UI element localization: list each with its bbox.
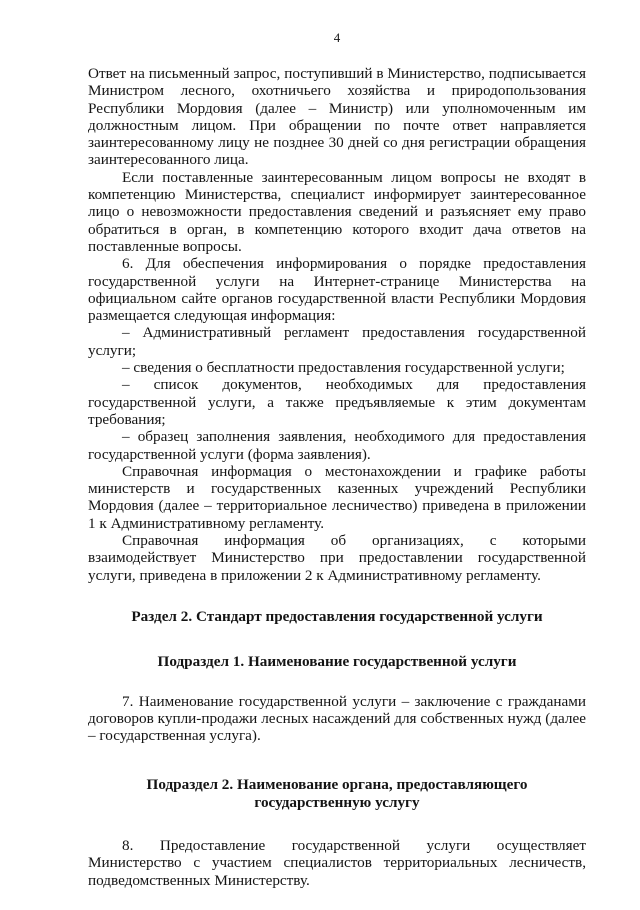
paragraph-written-reply: Ответ на письменный запрос, поступивший в Министерство, подписывается Министром лесного, охотничьего хозяйства и природопользования Республики Мордовия (далее – Министр) или уполномоченным им должностным лицом. При обращении по почте ответ направляется заинтересованному лицу не позднее 30 дней со дня регистрации обращения заинтересованного лица. — [88, 65, 586, 169]
list-item-sample-form: – образец заполнения заявления, необходимого для предоставления государственной услуги (форма заявления). — [88, 428, 586, 463]
subsection-1-heading: Подраздел 1. Наименование государственной услуги — [157, 653, 517, 671]
list-item-documents: – список документов, необходимых для предоставления государственной услуги, а также предъявляемые к этим документам требования; — [88, 376, 586, 428]
paragraph-item-8: 8. Предоставление государственной услуги осуществляет Министерство с участием специалистов территориальных лесничеств, подведомственных Министерству. — [88, 836, 586, 889]
document-page — [88, 30, 586, 889]
paragraph-item-6: 6. Для обеспечения информирования о порядке предоставления государственной услуги на Интернет-странице Министерства на официальном сайте органов государственной власти Республики Мордовия размещается следующая информация: — [88, 255, 586, 325]
subsection-2-heading-line2: государственную услугу — [254, 793, 420, 811]
paragraph-reference-info-2: Справочная информация об организациях, с которыми взаимодействует Министерство при предоставлении государственной услуги, приведена в приложении 2 к Административному регламенту. — [88, 532, 586, 584]
list-item-regulation: – Административный регламент предоставления государственной услуги; — [88, 324, 586, 359]
list-item-free-of-charge: – сведения о бесплатности предоставления государственной услуги; — [122, 359, 565, 377]
paragraph-out-of-competence: Если поставленные заинтересованным лицом вопросы не входят в компетенцию Министерства, специалист информирует заинтересованное лицо о невозможности предоставления сведений и разъясняет ему право обратиться в орган, в компетенцию которого входит дача ответов на поставленные вопросы. — [88, 168, 586, 255]
subsection-2-heading-line1: Подраздел 2. Наименование органа, предоставляющего — [146, 776, 528, 794]
paragraph-reference-info-1: Справочная информация о местонахождении и графике работы министерств и государственных казенных учреждений Республики Мордовия (далее – территориальное лесничество) приведена в приложении 1 к Административному регламенту. — [88, 462, 586, 532]
paragraph-item-7: 7. Наименование государственной услуги – заключение с гражданами договоров купли-продажи лесных насаждений для собственных нужд (далее – государственная услуга). — [88, 692, 586, 745]
section-2-heading: Раздел 2. Стандарт предоставления государственной услуги — [131, 607, 543, 625]
page-number: 4 — [333, 30, 341, 45]
subsection-2-heading — [88, 776, 586, 811]
